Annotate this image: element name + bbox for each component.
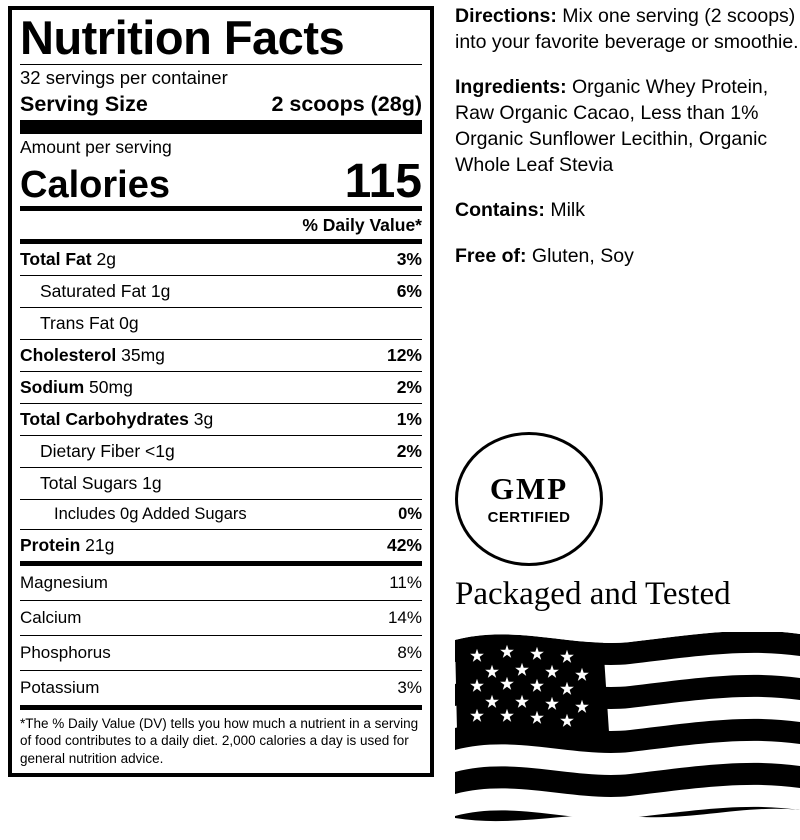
table-row — [20, 339, 422, 371]
ingredients-paragraph — [455, 75, 800, 178]
table-row — [20, 435, 422, 467]
nutrient-pct: 12% — [386, 345, 422, 366]
nutrient-name-rest: Dietary Fiber <1g — [40, 441, 175, 462]
contains-label: Contains: — [455, 199, 545, 222]
nutrient-name-bold: Sodium — [20, 377, 85, 398]
vitamin-name: Calcium — [20, 608, 82, 628]
ingredients-text: Organic Whey Protein, Raw Organic Cacao, Less than 1% Organic Sunflower Lecithin, Organic Whole Leaf Stevia — [455, 76, 769, 176]
product-info-column — [455, 0, 800, 840]
nutrient-name-rest: Includes 0g Added Sugars — [54, 505, 247, 524]
vitamin-pct: 8% — [397, 643, 422, 663]
calories-value: 115 — [344, 155, 422, 209]
table-row — [20, 307, 422, 339]
table-row — [20, 529, 422, 561]
directions-text: Mix one serving (2 scoops) into your favorite beverage or smoothie. — [455, 5, 799, 53]
nutrient-name-rest: Total Sugars 1g — [40, 473, 162, 494]
contains-text: Milk — [544, 199, 585, 222]
calories-row — [20, 155, 422, 209]
gmp-seal-sub-text: CERTIFIED — [487, 508, 571, 526]
page-title: Nutrition Facts — [20, 11, 345, 64]
nutrient-pct: 2% — [396, 377, 422, 398]
usa-flag-icon — [455, 632, 800, 832]
nutrient-pct: 42% — [386, 535, 422, 556]
packaged-and-tested-heading: Packaged and Tested — [455, 576, 731, 612]
daily-value-header: % Daily Value* — [302, 215, 422, 236]
nutrient-name-bold: Total Fat — [20, 249, 92, 270]
nutrient-name-rest: 50mg — [84, 377, 133, 398]
table-row — [20, 566, 422, 600]
gmp-seal-main-text: GMP — [489, 470, 569, 506]
servings-per-container: 32 servings per container — [20, 66, 228, 88]
directions-paragraph — [455, 0, 800, 55]
nutrition-facts-panel — [8, 6, 434, 777]
table-row — [20, 403, 422, 435]
free-of-text: Gluten, Soy — [526, 245, 634, 268]
free-of-label: Free of: — [455, 245, 527, 268]
vitamin-pct: 3% — [397, 678, 422, 698]
amount-per-serving-label: Amount per serving — [20, 137, 172, 158]
serving-size-label: Serving Size — [20, 92, 148, 117]
nutrient-pct: 2% — [396, 441, 422, 462]
vitamin-pct: 14% — [387, 608, 422, 628]
nutrient-name-rest: 3g — [188, 409, 214, 430]
calories-label: Calories — [20, 164, 170, 207]
serving-size-value: 2 scoops (28g) — [271, 92, 422, 117]
vitamin-name: Magnesium — [20, 573, 108, 593]
daily-value-footnote: *The % Daily Value (DV) tells you how much a nutrient in a serving of food contributes to a daily diet. 2,000 calories a day is used for general nutrition advice. — [20, 716, 419, 766]
table-row — [20, 670, 422, 705]
table-row — [20, 275, 422, 307]
ingredients-label: Ingredients: — [455, 76, 567, 99]
table-row — [20, 635, 422, 670]
nutrient-name-bold: Cholesterol — [20, 345, 117, 366]
nutrient-name-bold: Total Carbohydrates — [20, 409, 189, 430]
serving-size-row — [20, 90, 422, 120]
vitamin-name: Potassium — [20, 678, 100, 698]
nutrient-pct: 3% — [396, 249, 422, 270]
vitamin-name: Phosphorus — [20, 643, 111, 663]
contains-paragraph — [455, 198, 800, 224]
nutrient-name-rest: 35mg — [116, 345, 165, 366]
nutrient-name-rest: 2g — [91, 249, 116, 270]
directions-label: Directions: — [455, 5, 557, 27]
nutrient-name-rest: Trans Fat 0g — [40, 313, 139, 334]
table-row — [20, 600, 422, 635]
table-row — [20, 467, 422, 499]
nutrient-pct: 6% — [396, 281, 422, 302]
table-row — [20, 371, 422, 403]
nutrient-pct: 0% — [398, 505, 422, 524]
nutrient-name-rest: 21g — [80, 535, 115, 556]
divider-thick-top — [20, 120, 422, 134]
nutrient-pct: 1% — [396, 409, 422, 430]
free-of-paragraph — [455, 244, 800, 270]
table-row — [20, 499, 422, 529]
gmp-certified-seal — [455, 432, 603, 566]
vitamin-pct: 11% — [389, 573, 422, 593]
table-row — [20, 244, 422, 275]
nutrient-name-rest: Saturated Fat 1g — [40, 281, 171, 302]
nutrient-name-bold: Protein — [20, 535, 81, 556]
